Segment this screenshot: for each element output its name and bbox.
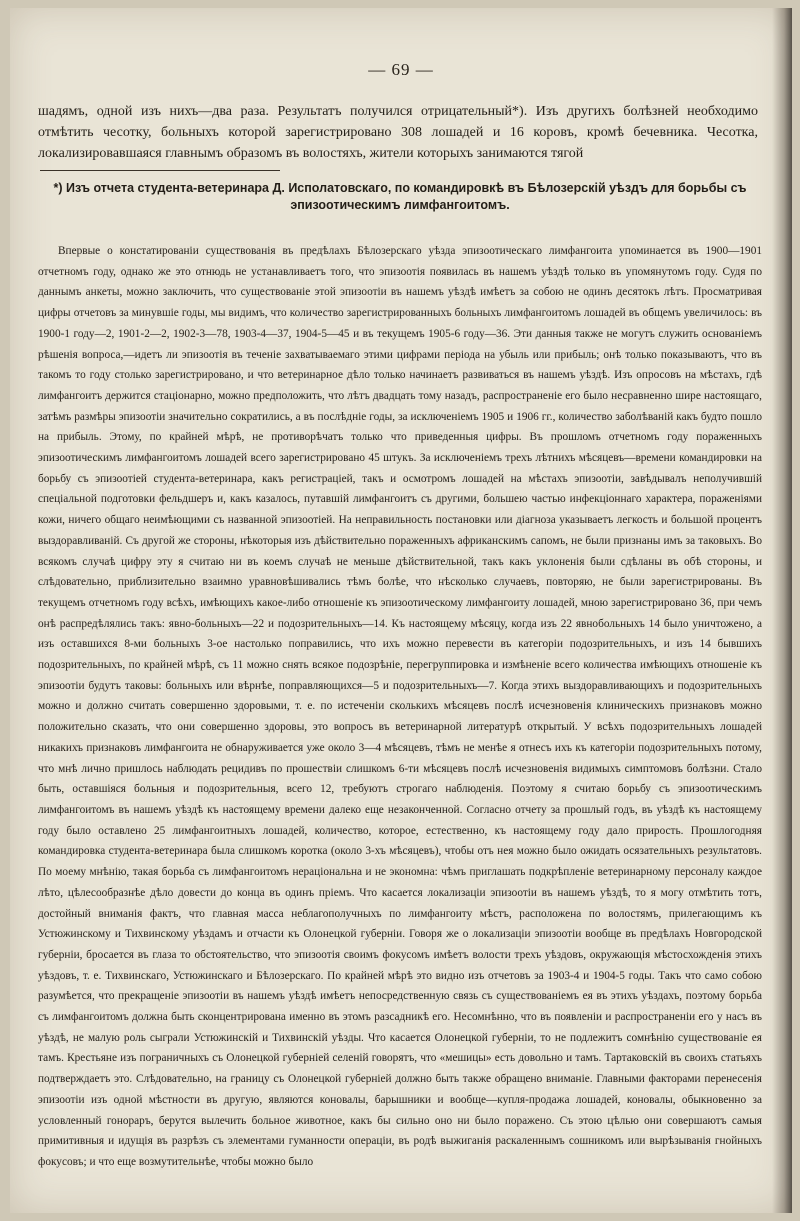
main-text [38,101,758,164]
footnote-body [38,241,762,1173]
footnote-paragraph: Впервые о констатированіи существованія въ предѣлахъ Бѣлозерскаго уѣзда эпизоотическаго лимфангоита упоминается въ 1900—1901 отчетномъ году, однако же это отнюдь не устанавливаетъ того, что эпизоотія появилась въ нашемъ уѣздѣ только въ упомянутомъ году. Судя по даннымъ анкеты, можно заключить, что существованіе этой эпизоотіи въ нашемъ уѣздѣ имѣетъ за собою не одинъ десятокъ лѣтъ. Просматривая цифры отчетовъ за минувшіе годы, мы видимъ, что количество зарегистрированныхъ больныхъ лимфангоитомъ лошадей въ общемъ увеличилось: въ 1900-1 году—2, 1901-2—2, 1902-3—78, 1903-4—37, 1904-5—45 и въ текущемъ 1905-6 году—36. Эти данныя также не могутъ служить основаніемъ рѣшенія вопроса,—идетъ ли эпизоотія въ теченіе захватываемаго этими цифрами періода на убыль или прибыль; онѣ только показываютъ, что въ такомъ то году столько зарегистрировано, и что ветеринарное дѣло только начинаетъ развиваться въ нашемъ уѣздѣ. Изъ опросовъ на мѣстахъ, гдѣ лимфангоитъ держится стаціонарно, можно предположить, что лѣтъ двадцать тому назадъ, распространеніе его было несравненно шире настоящаго, затѣмъ размѣры эпизоотіи значительно сократились, а въ послѣдніе годы, за исключеніемъ 1905 и 1906 гг., количество заболѣваній какъ будто пошло на прибыль. Этому, по крайней мѣрѣ, не противорѣчатъ только что приведенныя цифры. Въ прошломъ отчетномъ году пораженныхъ эпизоотическимъ лимфангоитомъ лошадей всего зарегистрировано 45 штукъ. За исключеніемъ трехъ лѣтнихъ мѣсяцевъ—времени командировки на борьбу съ эпизоотіей студента-ветеринара, какъ регистраціей, такъ и осмотромъ лошадей на мѣстахъ эпизоотіи, завѣдывалъ неполучившій спеціальной подготовки фельдшеръ и, какъ казалось, путавшій лимфангоитъ съ другими, большею частью инфекціоннаго характера, пораженіями кожи, ничего общаго неимѣющими съ названной эпизоотіей. На неправильность постановки или діагноза указываетъ легкость и большой процентъ выздоравливаній. Съ другой же стороны, нѣкоторыя изъ дѣйствительно пораженныхъ африканскимъ сапомъ, не были признаны имъ за таковыхъ. Во всякомъ случаѣ цифру эту я считаю ни въ коемъ случаѣ не меньше дѣйствительной, такъ какъ уклоненія были сдѣланы въ обѣ стороны, и слѣдовательно, приблизительно взаимно уравновѣшивались тѣмъ болѣе, что нѣсколько случаевъ, повторяю, не были зарегистрированы. Въ текущемъ отчетномъ году всѣхъ, имѣющихъ какое-либо отношеніе къ эпизоотическому лимфангоиту лошадей, мною зарегистрировано 36, при чемъ онѣ распредѣлялись такъ: явно-больныхъ—22 и подозрительныхъ—14. Къ настоящему мѣсяцу, когда изъ 22 явнобольныхъ 14 было уничтожено, а изъ оставшихся 8-ми больныхъ 3-ое настолько поправились, что ихъ можно перевести въ категоріи подозрительныхъ, и изъ 14 бывшихъ подозрительныхъ, по крайней мѣрѣ, съ 11 можно снять всякое подозрѣніе, перегруппировка и измѣненіе всего количества имѣющихъ отношеніе къ эпизоотіи будутъ таковы: больныхъ или вѣрнѣе, поправляющихся—5 и подозрительныхъ—7. Когда этихъ выздоравливающихъ и подозрительныхъ можно и должно считать совершенно здоровыми, т. е. по истеченіи сколькихъ мѣсяцевъ послѣ исчезновенія клиническихъ признаковъ можно положительно сказать, что они совершенно здоровы, это вопросъ въ ветеринарной литературѣ открытый. У всѣхъ подозрительныхъ лошадей никакихъ признаковъ лимфангоита не обнаруживается уже около 3—4 мѣсяцевъ, тѣмъ не менѣе я отнесъ ихъ къ категоріи подозрительныхъ потому, что мнѣ лично пришлось наблюдать рецидивъ по прошествіи слишкомъ 6-ти мѣсяцевъ послѣ исчезновенія видимыхъ симптомовъ болѣзни. Стало быть, оставшіяся больныя и подозрительныя, всего 12, требуютъ строгаго наблюденія. Поэтому я считаю борьбу съ эпизоотическимъ лимфангоитомъ въ нашемъ уѣздѣ къ настоящему времени далеко еще незаконченной. Согласно отчету за прошлый годъ, въ уѣздѣ къ настоящему году было оставлено 25 лимфангоитныхъ лошадей, количество, которое, естественно, къ настоящему году дало прирость. Прошлогодняя командировка студента-ветеринара была слишкомъ коротка (около 3-хъ мѣсяцевъ), чтобы отъ нея можно было ожидать осязательныхъ результатовъ. По моему мнѣнію, такая борьба съ лимфангоитомъ нераціональна и не экономна: чѣмъ приглашать подкрѣпленіе ветеринарному персоналу каждое лѣто, цѣлесообразнѣе дѣло довести до конца въ одинъ пріемъ. Что касается локализаціи эпизоотіи въ нашемъ уѣздѣ, то я могу отмѣтить тотъ, достойный вниманія фактъ, что главная масса неблагополучныхъ по лимфангоиту мѣстъ, расположена по волостямъ, прилегающимъ къ Устюжинскому и Тихвинскому уѣздамъ и отчасти къ Олонецкой губерніи. Говоря же о локализаціи эпизоотіи вообще въ предѣлахъ Новгородской губерніи, бросается въ глаза то обстоятельство, что эпизоотія своимъ фокусомъ имѣетъ волости трехъ уѣздовъ, окружающія мѣстосхожденія этихъ уѣздовъ, т. е. Тихвинскаго, Устюжинскаго и Бѣлозерскаго. По крайней мѣрѣ это видно изъ отчетовъ за 1903-4 и 1904-5 годы. Такъ что само собою разумѣется, что прекращеніе эпизоотіи въ нашемъ уѣздѣ имѣетъ непосредственную связь съ существованіемъ ея въ этихъ уѣздахъ, поэтому борьба съ лимфангоитомъ должна быть сконцентрирована именно въ этомъ разсадникѣ его. Несомнѣнно, что въ появленіи и распространеніи его у насъ въ уѣздѣ, не малую роль сыграли Устюжинскій и Тихвинскій уѣзды. Что касается Олонецкой губерніи, то не подлежитъ сомнѣнію существованіе ея тамъ. Крестьяне изъ пограничныхъ съ Олонецкой губерніей селеній говорятъ, что «мешицы» есть довольно и тамъ. Тартаковскій въ своихъ статьяхъ подтверждаетъ это. Слѣдовательно, на границу съ Олонецкой губерніей должно быть также обращено вниманіе. Главными факторами перенесенія эпизоотіи изъ одной мѣстности въ другую, являются коновалы, барышники и вообще—купля-продажа лошадей, коновалы, обыкновенно за условленный гонораръ, берутся вылечить больное животное, какъ бы сильно оно ни было поражено. Съ этою цѣлью они совершаютъ самыя примитивныя и идущія въ разрѣзъ съ элементами гуманности операціи, въ родѣ выжиганія раскаленнымъ сошникомъ или вырѣзыванія гнойныхъ фокусовъ; и что еще возмутительнѣе, чтобы можно было [38,245,762,1168]
page-spine-shadow [772,8,792,1213]
page-number: — 69 — [368,60,434,79]
book-page [10,8,792,1213]
footnote-divider [40,170,280,171]
footnote-heading [50,180,750,214]
main-paragraph: шадямъ, одной изъ нихъ—два раза. Результатъ получился отрицательный*). Изъ другихъ болѣзней необходимо отмѣтить чесотку, больныхъ которой зарегистрировано 308 лошадей и 16 коровъ, кромѣ бечевника. Чесотка, локализировавшаяся главнымъ образомъ въ волостяхъ, жители которыхъ занимаются тягой [38,104,758,161]
footnote-title: *) Изъ отчета студента-ветеринара Д. Исполатовскаго, по командировкѣ въ Бѣлозерскій уѣздъ для борьбы съ эпизоотическимъ лимфангоитомъ. [53,181,747,212]
